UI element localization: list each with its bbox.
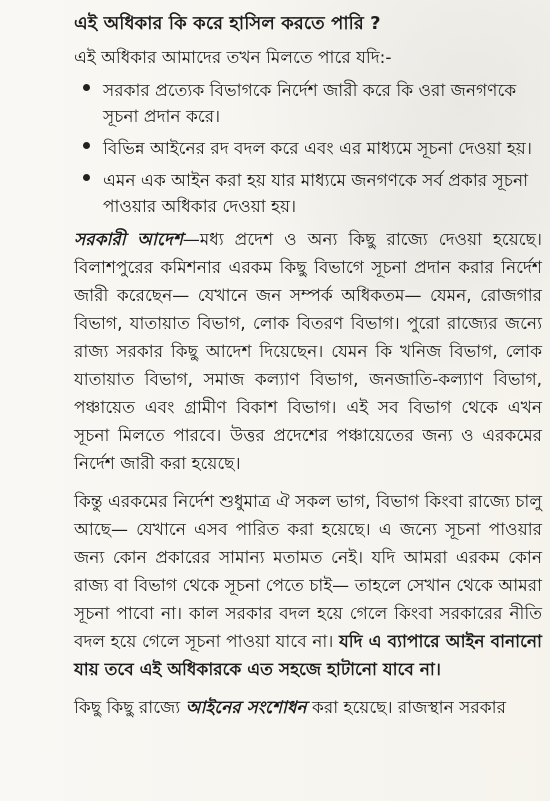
limitations-text: কিন্তু এরকমের নির্দেশ শুধুমাত্র ঐ সকল ভাগ, বিভাগ কিংবা রাজ্যে চালু আছে— যেখানে এসব পারিত করা হয়েছে। এ জন্যে সূচনা পাওয়ার জন্য কোন প্রকারের সামান্য মতামত নেই। যদি আমরা এরকম কোন রাজ্য বা বিভাগ থেকে সূচনা পেতে চাই— তাহলে সেখান থেকে আমরা সূচনা পাবো না। কাল সরকার বদল হয়ে গেলে কিংবা সরকারের নীতি বদল হয়ে গেলে সূচনা পাওয়া যাবে না।: [74, 492, 542, 652]
bullet-item: [74, 78, 542, 130]
bullet-list: [74, 78, 542, 220]
paragraph-amendment: [74, 694, 542, 722]
section-intro: এই অধিকার আমাদের তখন মিলতে পারে যদি:-: [74, 48, 392, 68]
paragraph-government-order: [74, 226, 542, 478]
limitations-bold-text: যদি এ ব্যাপারে আইন বানানো যায় তবে এই অধিকারকে এত সহজে হাটানো যাবে না।: [74, 632, 542, 680]
page-content: [74, 10, 542, 722]
bullet-text: সরকার প্রত্যেক বিভাগকে নির্দেশ জারী করে কি ওরা জনগণকে সূচনা প্রদান করে।: [103, 81, 517, 127]
bullet-item: [74, 136, 542, 162]
bullet-icon: [83, 174, 90, 181]
section-title: এই অধিকার কি করে হাসিল করতে পারি ?: [74, 13, 381, 34]
paragraph-limitations: [74, 488, 542, 684]
bullet-icon: [83, 142, 90, 149]
government-order-heading: সরকারী আদেশ: [74, 230, 183, 250]
bullet-item: [74, 168, 542, 220]
government-order-text: —মধ্য প্রদেশ ও অন্য কিছু রাজ্যে দেওয়া হয়েছে। বিলাশপুরের কমিশনার এরকম কিছু বিভাগে সূচনা প্রদান করার নির্দেশ জারী করেছেন— যেখানে জন সম্পর্ক অধিকতম— যেমন, রোজগার বিভাগ, যাতায়াত বিভাগ, লোক বিতরণ বিভাগ। পুরো রাজ্যের জন্যে রাজ্য সরকার কিছু আদেশ দিয়েছেন। যেমন কি খনিজ বিভাগ, লোক যাতায়াত বিভাগ, সমাজ কল্যাণ বিভাগ, জনজাতি-কল্যাণ বিভাগ, পঞ্চায়েত এবং গ্রামীণ বিকাশ বিভাগ। এই সব বিভাগ থেকে এখন সূচনা মিলতে পারবে। উত্তর প্রদেশের পঞ্চায়েতের জন্য ও এরকমের নির্দেশ জারী করা হয়েছে।: [74, 230, 542, 474]
amendment-emphasis: আইনের সংশোধন: [185, 698, 307, 718]
bullet-text: বিভিন্ন আইনের রদ বদল করে এবং এর মাধ্যমে সূচনা দেওয়া হয়।: [103, 139, 532, 159]
bullet-icon: [83, 84, 90, 91]
amendment-text-after: করা হয়েছে। রাজস্থান সরকার: [306, 698, 506, 718]
amendment-text-before: কিছু কিছু রাজ্যে: [74, 698, 186, 718]
bullet-text: এমন এক আইন করা হয় যার মাধ্যমে জনগণকে সর্ব প্রকার সূচনা পাওয়ার অধিকার দেওয়া হয়।: [103, 171, 529, 217]
